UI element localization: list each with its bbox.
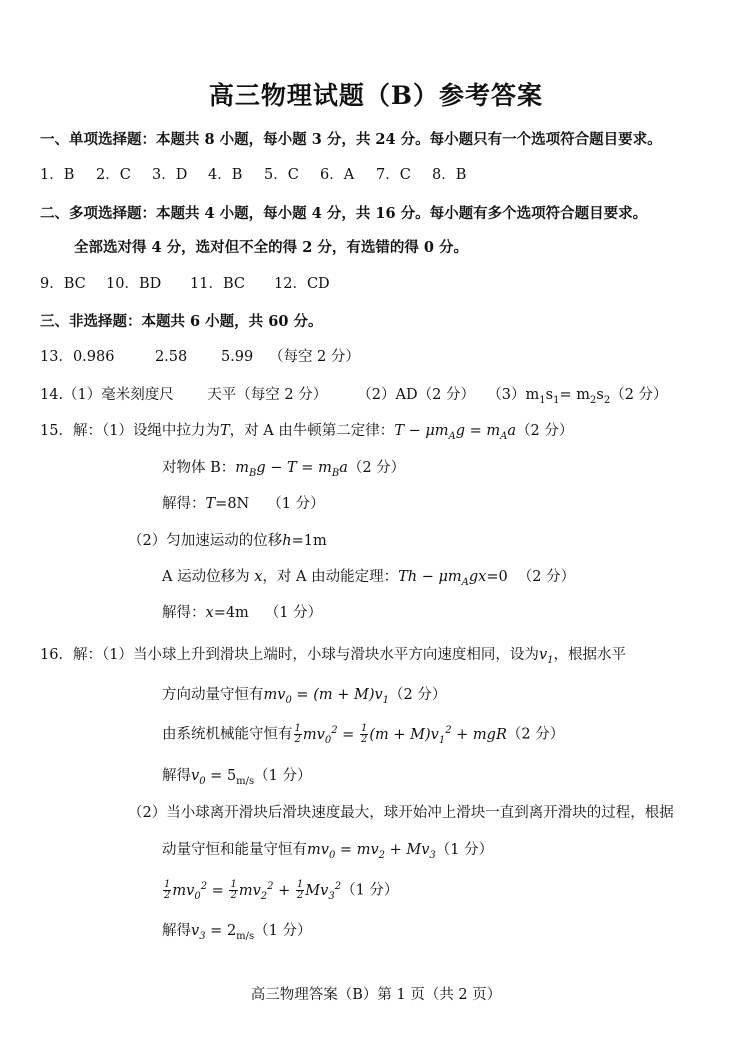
section2-answers: [40, 274, 358, 294]
page-title: 高三物理试题（B）参考答案: [208, 81, 544, 110]
answer-12: 12．CD: [274, 276, 330, 292]
q15-line5: A 运动位移为 x，对 A 由动能定理：$Th - \mu m_Agx=0$ （2 分）: [162, 569, 576, 588]
q16-line1: 16．解：（1）当小球上升到滑块上端时，小球与滑块水平方向速度相同，设为$v_1$，根据水平: [40, 647, 627, 666]
q14-part3-formula: $m_1s_1= m_2s_2$: [525, 387, 611, 406]
section2-heading: 二、多项选择题：本题共 4 小题，每小题 4 分，共 16 分。每小题有多个选项符合题目要求。: [40, 205, 648, 222]
q14-part1b: 天平（每空 2 分）: [207, 387, 328, 403]
q15-line6: 解得：x=4m （1 分）: [162, 605, 323, 621]
q15-equation-2: $m_Bg - T = m_Ba$: [235, 460, 348, 479]
answer-9: 9．BC: [40, 276, 86, 292]
q16-line2: 方向动量守恒有$mv_0 = (m + M)v_1(2$ 分）: [162, 687, 447, 706]
q13-score: （每空 2 分）: [268, 349, 360, 365]
q15-line4: （2）匀加速运动的位移h=1m: [128, 533, 327, 549]
q14-part3-prefix: （3）: [487, 387, 526, 403]
q16-line7: $\frac{1}{2}$ $mv_0^2$ = $\frac{1}{2}$ $mv_2^2$ + $\frac{1}{2}$ $Mv_3^2(1$ 分）: [164, 879, 399, 902]
q16-line6: 动量守恒和能量守恒有$mv_0 = mv_2 + Mv_3(1$ 分）: [162, 842, 494, 861]
q16-line5: （2）当小球离开滑块后滑块速度最大，球开始冲上滑块一直到离开滑块的过程，根据: [128, 805, 674, 821]
q14-label: 14.（1）: [40, 387, 102, 403]
q16-equation-4: $\frac{1}{2}$ $mv_0^2$ = $\frac{1}{2}$ $mv_2^2$ + $\frac{1}{2}$ $Mv_3^2$: [164, 879, 342, 902]
answer-11: 11．BC: [190, 276, 245, 292]
answer-7: 7．C: [376, 167, 411, 183]
section2-note: 全部选对得 4 分，选对但不全的得 2 分，有选错的得 0 分。: [74, 239, 469, 256]
answer-2: 2．C: [96, 167, 131, 183]
answer-8: 8．B: [432, 167, 467, 183]
q14-part1: 毫米刻度尺: [101, 387, 174, 403]
answer-5: 5．C: [264, 167, 299, 183]
q16-equation-3: $mv_0 = mv_2 + Mv_3$: [307, 842, 436, 861]
answer-6: 6．A: [320, 167, 355, 183]
section1-answers: [40, 165, 488, 185]
q14-part2: （2）AD（2 分）: [357, 387, 475, 403]
q13-value-3: 5.99: [220, 349, 254, 365]
q13-value-1: 0.986: [72, 349, 115, 365]
q16-line4: 解得$v_0 = 5_{m/s}(1$ 分）: [162, 768, 312, 787]
q15-label: 15．解：（1）: [40, 423, 133, 439]
q13: [40, 347, 360, 367]
q14: [40, 385, 668, 405]
section3-heading: 三、非选择题：本题共 6 小题，共 60 分。: [40, 313, 323, 330]
section1-heading: 一、单项选择题：本题共 8 小题，每小题 3 分，共 24 分。每小题只有一个选项符合题目要求。: [40, 131, 662, 148]
answer-10: 10．BD: [106, 276, 162, 292]
q15-line3: 解得：T=8N （1 分）: [162, 496, 325, 512]
q14-part3-score: （2 分）: [610, 387, 668, 403]
q16-equation-1: $mv_0 = (m + M)v_1$: [263, 687, 390, 706]
q15-line1: 15．解：（1）设绳中拉力为T，对 A 由牛顿第二定律：$T - \mu m_Ag = m_Aa(2$ 分）: [40, 423, 574, 442]
q16-equation-2: $\frac{1}{2}$ $mv_0^2$ = $\frac{1}{2}$ $(m + M)v_1^2$ + mgR: [294, 723, 507, 746]
q15-equation-1: $T - \mu m_Ag = m_Aa$: [394, 423, 517, 442]
q13-value-2: 2.58: [154, 349, 188, 365]
q15-line2: 对物体 B：$m_Bg - T = m_Ba(2$ 分）: [162, 460, 406, 479]
q16-line8: 解得$v_3 = 2_{m/s}(1$ 分）: [162, 923, 312, 942]
q13-label: 13．: [40, 349, 73, 365]
answer-3: 3．D: [152, 167, 188, 183]
answer-1: 1．B: [40, 167, 75, 183]
q16-line3: 由系统机械能守恒有 $\frac{1}{2}$ $mv_0^2$ = $\frac{1}{2}$ $(m + M)v_1^2 + mgR(2$ 分）: [162, 723, 565, 746]
answer-4: 4．B: [208, 167, 243, 183]
q16-label: 16．解：（1）: [40, 647, 133, 663]
page-footer: 高三物理答案（B）第 1 页（共 2 页）: [250, 987, 502, 1003]
q15-equation-3: $Th - \mu m_Agx$: [398, 569, 487, 588]
